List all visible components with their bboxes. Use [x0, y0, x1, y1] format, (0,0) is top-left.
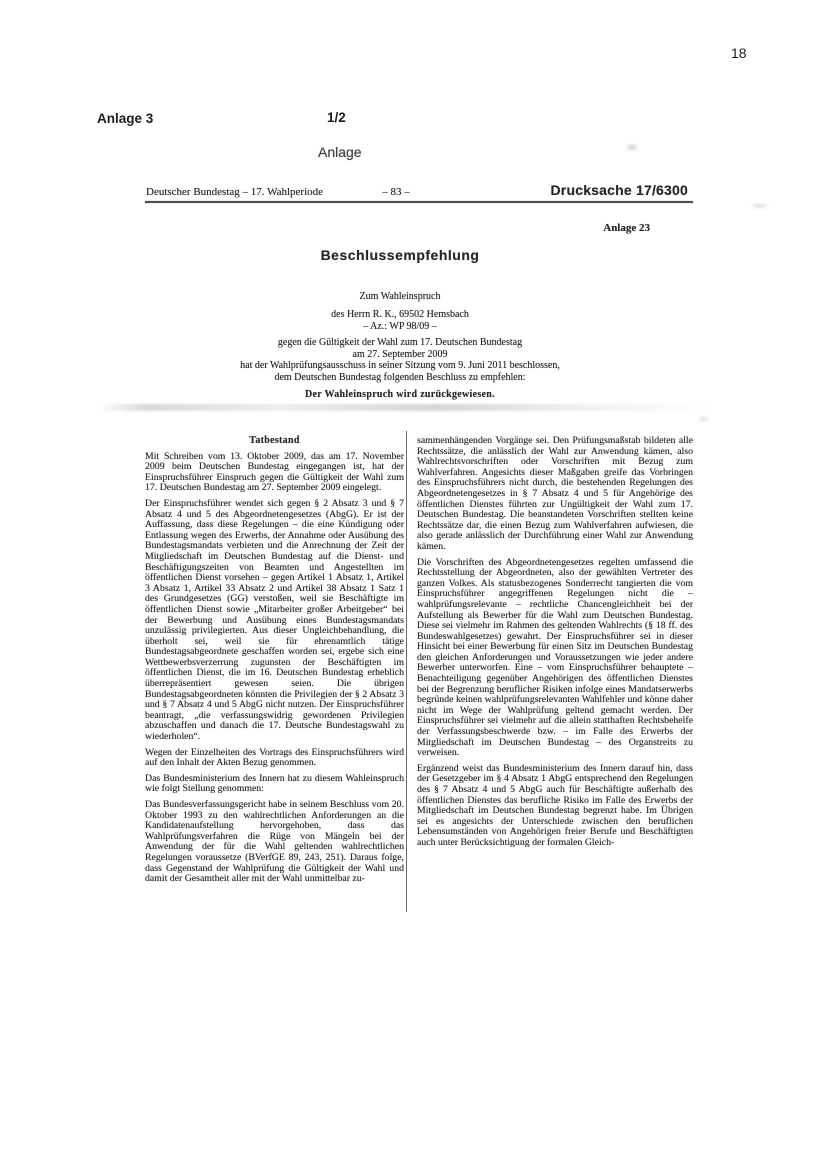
annotation-anlage-ref: Anlage 3	[97, 111, 154, 126]
header-rule	[145, 201, 693, 203]
anlage-number-label: Anlage 23	[603, 222, 650, 234]
paragraph: Mit Schreiben vom 13. Oktober 2009, das am 17. November 2009 beim Deutschen Bundestag eingegangen ist, hat der Einspruchsführer Einspruch gegen die Gültigkeit der Wahl zum 17. Deutschen Bundestag am 27. September 2009 eingelegt.	[145, 450, 404, 494]
running-head-drucksache	[551, 182, 689, 198]
paragraph: sammenhängenden Vorgänge sei. Den Prüfungsmaßstab bildeten alle Rechtssätze, die anlässlich der Wahl zur Anwendung kämen, also Wahlrechtsvorschriften oder Vorschriften mit Bezug zum Wahlverfahren. Angesichts dieser Maßgaben greife das Vorbringen des Einspruchsführers nicht durch, die bestehenden Regelungen des Abgeordnetengesetzes in § 7 Absatz 4 und 5 für Angehörige des öffentlichen Dienstes führten zur Ungültigkeit der Wahl zum 17. Deutschen Bundestag. Die beanstandeten Vorschriften stellten keine Rechtssätze dar, die einen Bezug zum Wahlverfahren aufwiesen, die also gerade anlässlich der Durchführung einer Wahl zur Anwendung kämen.	[417, 435, 693, 552]
drucksache-number: 17/6300	[635, 182, 688, 198]
intro-line: gegen die Gültigkeit der Wahl zum 17. Deutschen Bundestag	[277, 337, 523, 348]
paragraph: Wegen der Einzelheiten des Vortrags des Einspruchsführers wird auf den Inhalt der Akten Bezug genommen.	[145, 746, 404, 769]
intro-line: Zum Wahleinspruch	[359, 291, 441, 302]
paragraph: Das Bundesministerium des Innern hat zu diesem Wahleinspruch wie folgt Stellung genommen:	[145, 772, 404, 795]
body-column-left	[145, 436, 404, 890]
column-divider	[406, 431, 407, 912]
intro-line-objector: des Herrn R. K., 69502 Hemsbach	[331, 309, 469, 320]
document-title: Beschlussempfehlung	[320, 247, 480, 263]
paragraph: Ergänzend weist das Bundesministerium des Innern darauf hin, dass der Gesetzgeber im § 4 Absatz 1 AbgG entsprechend den Regelungen des § 7 Absatz 4 und 5 AbgG auch für Beschäftigte außerhalb des öffentlichen Dienstes das berufliche Risiko im Falle des Erwerbs der Mitgliedschaft im Deutschen Bundestag begrenzt habe. Im Übrigen sei es angesichts der Unterschiede zwischen den beruflichen Lebensumständen von Angehörigen freier Berufe und Beschäftigten auch unter Berücksichtigung der formalen Gleich-	[417, 762, 693, 848]
running-head-left: Deutscher Bundestag – 17. Wahlperiode	[146, 186, 324, 198]
annotation-sheet-fraction: 1/2	[327, 110, 346, 125]
running-head-page-number: – 83 –	[382, 186, 410, 198]
paragraph: Das Bundesverfassungsgericht habe in seinem Beschluss vom 20. Oktober 1993 zu den wahlrechtlichen Anforderungen an die Kandidatenaufstellung hervorgehoben, dass das Wahlprüfungsverfahren die Rüge von Mängeln bei der Anwendung der für die Wahl geltenden wahlrechtlichen Regelungen voraussetze (BVerfGE 89, 243, 251). Daraus folge, dass Gegenstand der Wahlprüfung die Gültigkeit der Wahl und damit der Gesamtheit aller mit der Wahl unmittelbar zu-	[145, 799, 404, 885]
intro-line-date: am 27. September 2009	[352, 349, 448, 360]
body-column-right	[417, 436, 693, 854]
annotation-anlage-heading: Anlage	[318, 144, 362, 160]
scan-artifact-speck	[627, 145, 637, 150]
paragraph: Der Einspruchsführer wendet sich gegen § 2 Absatz 3 und § 7 Absatz 4 und 5 des Abgeordnetengesetzes (AbgG). Er ist der Auffassung, dass diese Regelungen – die eine Kündigung oder Entlassung wegen des Erwerbs, der Annahme oder Ausübung des Bundestagsmandats verbieten und die Anrechnung der Zeit der Mitgliedschaft im Deutschen Bundestag auf die Dienst- und Beschäftigungszeiten von Beamten und Angestellten im öffentlichen Dienst vorsehen – gegen Artikel 1 Absatz 1, Artikel 3 Absatz 1, Artikel 33 Absatz 2 und Artikel 38 Absatz 1 Satz 1 des Grundgesetzes (GG) verstoßen, weil sie Beschäftigte im öffentlichen Dienst sowie „Mitarbeiter großer Arbeitgeber“ bei der Bewerbung und Ausübung eines Bundestagsmandats unzulässig privilegierten. Aus dieser Ungleichbehandlung, die überholt sei, weil sie für ehrenamtlich tätige Bundestagsabgeordnete geschaffen worden sei, ergebe sich eine Wettbewerbsverzerrung zugunsten der Beschäftigten im öffentlichen Dienst, die im 16. Deutschen Bundestag erheblich überrepräsentiert gewesen seien. Die übrigen Bundestagsabgeordneten könnten die Privilegien der § 2 Absatz 3 und § 7 Absatz 4 und 5 AbgG nicht nutzen. Der Einspruchsführer beantragt, „die verfassungswidrig gewordenen Privilegien abzuschaffen und danach die 17. Deutsche Bundestagswahl zu wiederholen“.	[145, 497, 404, 743]
section-heading-tatbestand: Tatbestand	[249, 435, 300, 446]
paragraph: Die Vorschriften des Abgeordnetengesetzes regelten umfassend die Rechtsstellung der Abgeordneten, also der gewählten Vertreter des ganzen Volkes. Als statusbezogenes Sonderrecht tangierten die vom Einspruchsführer angegriffenen Regelungen nicht die – wahlprüfungsrelevante – rechtliche Chancengleichheit bei der Aufstellung als Bewerber für die Wahl zum Deutschen Bundestag. Diese sei vielmehr im Rahmen des geltenden Wahlrechts (§ 18 ff. des Bundeswahlgesetzes) gewahrt. Der Einspruchsführer sei in dieser Hinsicht bei einer Bewerbung für einen Sitz im Deutschen Bundestag den gleichen Anforderungen und Voraussetzungen wie jeder andere Bewerber unterworfen. Eine – vom Einspruchsführer behauptete – Benachteiligung gegenüber Angehörigen des öffentlichen Dienstes bei der Begrenzung beruflicher Risiken infolge eines Mandatserwerbs begründe keinen wahlprüfungsrelevanten Wahlfehler und könne daher nicht im Wege der Wahlprüfung geltend gemacht werden. Der Einspruchsführer sei vielmehr auf die allein statthaften Rechtsbehelfe der Verfassungsbeschwerde bzw. – im Falle des Erwerbs der Mitgliedschaft im Deutschen Bundestag – des Organstreits zu verweisen.	[417, 556, 693, 759]
scan-artifact-speck	[698, 417, 709, 421]
page-number: 18	[731, 45, 747, 61]
intro-line: hat der Wahlprüfungsausschuss in seiner Sitzung vom 9. Juni 2011 beschlossen,	[240, 360, 560, 371]
drucksache-label: Drucksache	[550, 182, 632, 198]
intro-line-case-number: – Az.: WP 98/09 –	[363, 321, 437, 332]
scan-artifact-smudge	[98, 404, 710, 411]
decision-line: Der Wahleinspruch wird zurückgewiesen.	[305, 389, 495, 400]
scan-artifact-speck	[752, 204, 767, 208]
intro-line: dem Deutschen Bundestag folgenden Beschluss zu empfehlen:	[274, 372, 526, 383]
